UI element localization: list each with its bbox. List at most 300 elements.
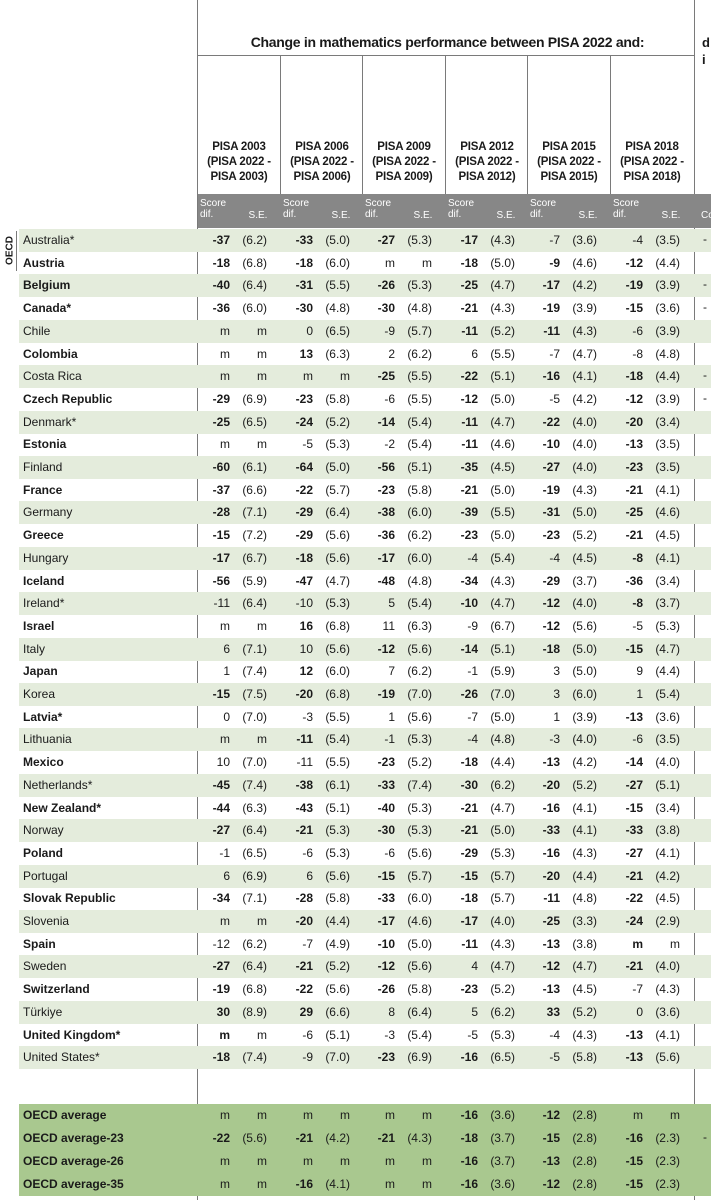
score-dif-cell: -56 [377,460,395,474]
score-dif-cell: 16 [299,618,313,633]
score-dif-cell: -29 [295,528,313,543]
se-cell: (5.0) [572,664,597,679]
score-dif-cell: -11 [296,755,313,770]
score-dif-cell: m [385,1177,395,1191]
score-label-line: Score [283,198,310,209]
table-row [0,638,711,661]
se-cell: (3.7) [490,1154,515,1168]
score-dif-cell: -31 [295,278,313,293]
se-cell: (4.5) [572,550,597,565]
table-row [0,297,711,320]
score-dif-cell: -44 [212,800,230,815]
se-cell: (5.1) [325,1027,350,1042]
score-dif-cell: -29 [542,573,560,588]
score-dif-cell: -12 [377,959,395,974]
column-header-line: (PISA 2022 - [620,156,684,168]
country-name: Hungary [23,550,69,565]
se-cell: (5.0) [490,391,515,406]
se-cell: (5.6) [407,845,432,860]
table-row [0,592,711,615]
score-dif-cell: -16 [295,1177,313,1191]
se-cell: (5.4) [407,596,432,611]
table-row [0,728,711,751]
score-dif-label [200,198,240,220]
se-cell: (4.3) [490,233,515,247]
se-cell: (5.0) [490,255,515,270]
se-cell: (5.8) [572,1050,597,1065]
score-dif-cell: -10 [295,596,313,611]
score-dif-cell: -3 [384,1027,395,1042]
se-label: S.E. [413,210,433,221]
country-name: Slovenia [23,914,70,928]
score-dif-cell: -16 [460,1177,478,1191]
se-cell: (7.5) [242,687,267,701]
score-dif-cell: -5 [467,1027,478,1042]
score-dif-cell: -21 [460,800,478,815]
se-cell: (6.2) [242,233,267,247]
score-dif-cell: -7 [302,936,313,951]
score-dif-cell: 1 [553,709,560,724]
score-dif-cell: -18 [542,641,560,656]
se-cell: m [257,346,267,361]
score-label-line: Score [200,198,227,209]
se-cell: m [257,1154,267,1168]
se-cell: (6.0) [325,255,350,270]
se-cell: (6.0) [325,664,350,679]
score-dif-cell: -33 [542,823,560,838]
se-cell: (5.2) [572,528,597,543]
se-cell: (5.5) [325,709,350,724]
se-cell: (4.3) [572,323,597,338]
se-cell: (5.5) [407,369,432,384]
score-dif-cell: -47 [295,573,313,588]
table-row [0,433,711,456]
truncated-cell: - [703,368,707,383]
se-cell: (3.6) [655,709,680,724]
se-cell: (6.0) [242,301,267,316]
se-cell: (6.4) [325,505,350,520]
se-cell: (3.6) [655,301,680,316]
table-row [0,683,711,706]
se-cell: (5.4) [655,687,680,701]
se-cell: (6.8) [242,982,267,997]
score-dif-cell: -23 [295,391,313,406]
se-label: S.E. [248,210,268,221]
se-cell: (4.4) [490,755,515,770]
score-dif-cell: -21 [295,823,313,838]
se-cell: (6.5) [242,414,267,429]
se-cell: m [257,1108,267,1122]
score-dif-cell: m [220,346,230,361]
se-cell: (6.8) [325,687,350,701]
se-cell: (3.3) [572,914,597,928]
score-dif-cell: m [220,437,230,452]
table-row [0,343,711,366]
se-cell: (6.2) [490,777,515,792]
se-cell: (2.8) [572,1154,597,1168]
score-dif-cell: -40 [212,278,230,293]
score-dif-cell: 1 [388,709,395,724]
se-cell: (5.8) [325,391,350,406]
se-cell: (5.3) [407,823,432,838]
se-label: S.E. [496,210,516,221]
se-cell: (5.4) [407,437,432,452]
score-dif-cell: 11 [382,618,395,633]
se-cell: (3.5) [655,233,680,247]
score-dif-cell: m [303,1108,313,1122]
score-dif-cell: -10 [542,437,560,452]
se-cell: (6.4) [242,278,267,293]
se-cell: (5.3) [490,845,515,860]
country-name: Iceland [23,573,65,588]
se-cell: (6.0) [407,505,432,520]
se-cell: m [257,1177,267,1191]
score-dif-cell: -23 [460,528,478,543]
se-cell: (3.4) [655,414,680,429]
score-dif-cell: -12 [542,1108,560,1122]
table-row [0,1046,711,1069]
score-label-line: Score [365,198,392,209]
country-name: OECD average-26 [23,1154,124,1168]
score-dif-cell: 5 [471,1004,478,1019]
score-dif-cell: -11 [543,891,560,906]
se-cell: (4.3) [572,1027,597,1042]
score-dif-cell: -19 [542,301,560,316]
average-row [0,1173,711,1196]
se-cell: (4.2) [572,391,597,406]
score-dif-cell: -16 [625,1131,643,1145]
score-dif-cell: -36 [625,573,643,588]
score-label-line: dif. [613,209,627,220]
score-dif-cell: -18 [295,255,313,270]
score-dif-cell: -11 [461,414,478,429]
se-cell: (6.7) [242,550,267,565]
se-cell: (6.3) [325,346,350,361]
score-dif-cell: -21 [295,959,313,974]
country-name: Mexico [23,755,64,770]
column-header-line: PISA 2015 [542,141,596,153]
se-cell: (4.7) [490,800,515,815]
country-name: OECD average-35 [23,1177,124,1191]
country-name: Ireland* [23,596,65,611]
se-cell: (5.7) [407,323,432,338]
score-dif-cell: -7 [549,346,560,361]
score-dif-cell: -33 [625,823,643,838]
se-cell: (7.0) [242,709,267,724]
score-dif-cell: -18 [295,550,313,565]
se-cell: (4.5) [655,891,680,906]
se-cell: (5.7) [325,482,350,497]
se-cell: (4.3) [490,573,515,588]
se-cell: (5.6) [325,641,350,656]
score-dif-cell: -9 [302,1050,313,1065]
score-dif-cell: -10 [377,936,395,951]
se-cell: (5.3) [407,233,432,247]
se-cell: (4.3) [490,301,515,316]
country-name: Australia* [23,233,75,247]
se-cell: (5.2) [490,323,515,338]
se-cell: (5.3) [325,823,350,838]
se-cell: (6.4) [242,823,267,838]
se-cell: (5.0) [490,823,515,838]
se-cell: (5.1) [407,460,432,474]
score-dif-cell: -11 [461,437,478,452]
score-dif-label [530,198,570,220]
score-dif-cell: -13 [542,1154,560,1168]
score-dif-cell: -1 [384,732,395,747]
se-cell: (5.3) [325,845,350,860]
se-cell: (5.6) [572,618,597,633]
table-row [0,933,711,956]
se-cell: (5.8) [407,482,432,497]
se-cell: (5.0) [572,505,597,520]
score-dif-cell: -22 [460,369,478,384]
se-cell: (6.1) [325,777,350,792]
score-label-line: Score [613,198,640,209]
se-cell: (4.5) [655,528,680,543]
score-dif-cell: -15 [625,800,643,815]
se-cell: m [422,1154,432,1168]
score-dif-cell: -34 [212,891,230,906]
score-label-line: Score [530,198,557,209]
score-dif-cell: -4 [467,550,478,565]
se-cell: (3.4) [655,800,680,815]
score-dif-cell: -39 [460,505,478,520]
se-cell: (5.5) [325,755,350,770]
score-dif-cell: -23 [377,1050,395,1065]
score-dif-cell: -18 [460,255,478,270]
score-dif-cell: 5 [388,596,395,611]
se-cell: (4.6) [655,505,680,520]
score-dif-cell: m [632,936,643,951]
score-dif-cell: -18 [460,1131,478,1145]
score-dif-cell: -20 [295,687,313,701]
score-dif-cell: -16 [460,1154,478,1168]
score-dif-cell: -5 [302,437,313,452]
score-dif-cell: m [220,1108,230,1122]
score-dif-cell: m [303,369,313,384]
score-dif-cell: -29 [295,505,313,520]
se-label: S.E. [661,210,681,221]
score-dif-cell: -7 [467,709,478,724]
se-cell: (5.1) [655,777,680,792]
se-cell: (4.8) [490,732,515,747]
se-cell: (4.1) [325,1177,350,1191]
score-dif-cell: -25 [625,505,643,520]
score-dif-cell: -5 [549,391,560,406]
se-cell: (6.6) [325,1004,350,1019]
country-name: United States* [23,1050,100,1065]
se-cell: (5.2) [325,414,350,429]
table-row [0,252,711,275]
se-label: S.E. [578,210,598,221]
table-row [0,797,711,820]
group-label-oecd: OECD [4,236,16,265]
se-cell: (4.8) [325,301,350,316]
score-dif-cell: -23 [460,982,478,997]
se-cell: (4.4) [655,369,680,384]
table-row [0,1001,711,1024]
score-dif-cell: -38 [295,777,313,792]
country-name: Israel [23,618,55,633]
score-dif-cell: -9 [467,618,478,633]
se-cell: (4.7) [655,641,680,656]
se-cell: m [670,936,680,951]
score-dif-cell: -11 [213,596,230,611]
se-cell: (3.9) [655,323,680,338]
se-cell: m [670,1108,680,1122]
se-cell: (7.1) [242,641,267,656]
average-row [0,1127,711,1150]
table-row [0,865,711,888]
score-label-line: Score [448,198,475,209]
score-dif-label [448,198,488,220]
table-title: Change in mathematics performance between PISA 2022 and: [250,34,645,50]
country-name: Latvia* [23,709,63,724]
se-cell: (3.8) [655,823,680,838]
se-cell: (5.6) [242,1131,267,1145]
score-dif-cell: -34 [460,573,478,588]
se-cell: (4.0) [655,755,680,770]
se-cell: (5.6) [655,1050,680,1065]
score-dif-cell: 12 [299,664,313,679]
column-header-line: PISA 2012 [460,141,514,153]
se-cell: (4.1) [655,550,680,565]
score-dif-cell: -17 [377,550,395,565]
score-dif-cell: -12 [625,255,643,270]
table-row [0,229,711,252]
score-dif-cell: -11 [461,323,478,338]
score-dif-cell: -27 [625,777,643,792]
score-dif-cell: -30 [377,823,395,838]
score-dif-cell: 4 [471,959,478,974]
score-dif-cell: -21 [460,301,478,316]
score-dif-cell: -6 [632,732,643,747]
se-cell: (5.0) [490,528,515,543]
country-name: United Kingdom* [23,1027,121,1042]
se-cell: (5.3) [325,437,350,452]
score-dif-cell: -10 [460,596,478,611]
column-header-line: PISA 2003 [212,141,266,153]
score-dif-cell: -11 [296,732,313,747]
truncated-cell: - [703,232,707,246]
truncated-cell: - [703,1130,707,1144]
country-name: Czech Republic [23,391,113,406]
score-dif-cell: 3 [553,687,560,701]
se-cell: (5.2) [407,755,432,770]
se-cell: (4.4) [655,664,680,679]
se-cell: (5.0) [490,709,515,724]
truncated-title-line: d [702,35,710,50]
se-cell: (3.7) [655,596,680,611]
score-dif-cell: -15 [377,868,395,883]
score-dif-cell: -20 [542,868,560,883]
score-dif-cell: -28 [212,505,230,520]
column-header-1 [281,140,363,185]
score-dif-cell: -18 [625,369,643,384]
table-row [0,456,711,479]
score-dif-cell: -22 [625,891,643,906]
score-dif-cell: -13 [542,936,560,951]
se-cell: (4.0) [655,959,680,974]
country-name: OECD average [23,1108,107,1122]
score-dif-cell: -35 [460,460,478,474]
score-dif-cell: 1 [636,687,643,701]
table-row [0,388,711,411]
se-cell: (4.7) [490,959,515,974]
score-dif-cell: -45 [212,777,230,792]
score-dif-cell: -43 [295,800,313,815]
se-cell: (5.1) [490,369,515,384]
se-cell: (4.2) [325,1131,350,1145]
se-cell: (5.0) [325,233,350,247]
score-dif-label [283,198,323,220]
country-name: Poland [23,845,64,860]
average-row [0,1150,711,1173]
se-cell: (4.1) [655,845,680,860]
country-name: Colombia [23,346,78,361]
se-cell: (5.9) [490,664,515,679]
se-cell: (4.3) [490,936,515,951]
se-cell: (4.0) [572,732,597,747]
score-dif-cell: -40 [377,800,395,815]
score-dif-cell: 10 [216,755,230,770]
se-cell: (5.5) [407,391,432,406]
se-cell: (4.8) [407,573,432,588]
se-cell: m [340,1108,350,1122]
se-cell: (5.4) [407,1027,432,1042]
score-dif-cell: -22 [295,482,313,497]
se-cell: (4.1) [655,482,680,497]
score-dif-cell: -23 [625,460,643,474]
score-dif-cell: -18 [212,255,230,270]
score-dif-cell: m [385,1108,395,1122]
score-dif-cell: -15 [460,868,478,883]
truncated-column-title [702,34,711,68]
score-dif-cell: -27 [212,823,230,838]
se-cell: (4.7) [572,346,597,361]
column-header-line: (PISA 2022 - [207,156,271,168]
se-cell: (4.7) [490,414,515,429]
score-dif-cell: -33 [377,891,395,906]
se-cell: (6.2) [242,936,267,951]
se-cell: (4.0) [572,414,597,429]
table-row [0,978,711,1001]
table-row [0,887,711,910]
score-dif-cell: -11 [461,936,478,951]
se-cell: (4.8) [407,301,432,316]
se-cell: (7.4) [242,664,267,679]
column-header-4 [528,140,610,185]
score-dif-label [365,198,405,220]
score-dif-cell: -8 [632,346,643,361]
score-dif-cell: -30 [377,301,395,316]
se-cell: (5.6) [325,528,350,543]
se-cell: (5.0) [407,936,432,951]
se-label: S.E. [331,210,351,221]
score-dif-cell: -20 [295,914,313,928]
column-header-line: PISA 2006 [295,141,349,153]
column-header-0 [198,140,280,185]
se-cell: (4.4) [655,255,680,270]
se-cell: (5.7) [490,891,515,906]
country-name: Korea [23,687,56,701]
score-dif-cell: m [220,618,230,633]
truncated-subheader: Co [701,210,714,221]
score-dif-cell: -12 [542,596,560,611]
se-cell: (4.3) [572,845,597,860]
score-dif-cell: -12 [625,391,643,406]
